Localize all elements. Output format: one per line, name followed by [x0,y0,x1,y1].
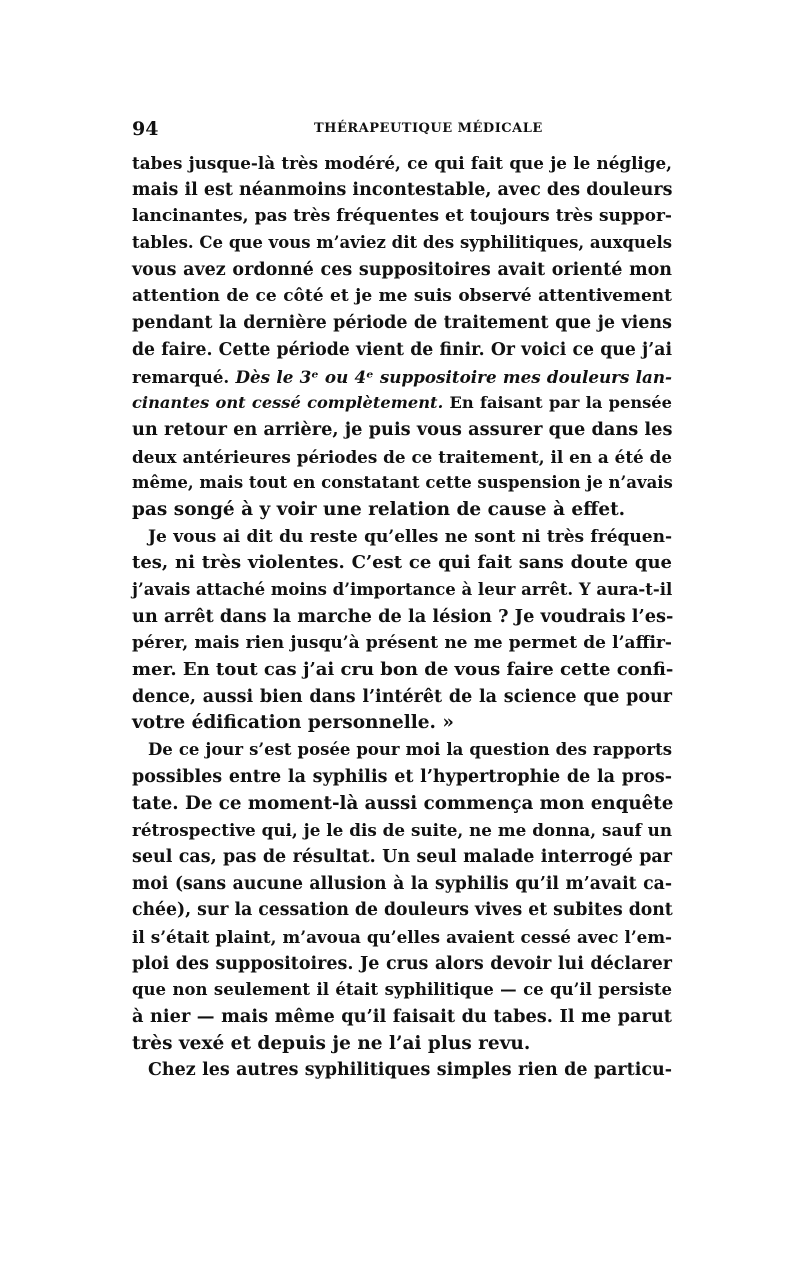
text-line: un retour en arrière, je puis vous assurer que dans les [132,418,673,440]
text-line: que non seulement il était syphilitique — ce qu’il persiste [132,980,672,1000]
text-line: tate. De ce moment-là aussi commença mon enquête [132,792,674,814]
text-line: pérer, mais rien jusqu’à présent ne me permet de l’affir- [132,633,672,654]
text-line: seul cas, pas de résultat. Un seul malade interrogé par [132,846,672,867]
text-line: tabes jusque-là très modéré, ce qui fait que je le néglige, [132,153,672,173]
text-line: j’avais attaché moins d’importance à leur arrêt. Y aura-t-il [132,580,673,599]
text-line: dence, aussi bien dans l’intérêt de la science que pour [132,686,672,707]
text-line: vous avez ordonné ces suppositoires avait orienté mon [132,259,672,280]
text-line: un arrêt dans la marche de la lésion ? Je voudrais l’es- [132,605,674,627]
text-line: tes, ni très violentes. C’est ce qui fait sans doute que [132,552,672,574]
italic-run: Dès le 3ᵉ ou 4ᵉ suppositoire mes douleurs lan- [235,366,672,387]
text-line: pendant la dernière période de traitement que je viens [132,313,672,334]
text-line: Je vous ai dit du reste qu’elles ne sont ni très fréquen- [148,526,672,547]
text-line: à nier — mais même qu’il faisait du tabes. Il me parut [132,1006,672,1027]
text-line: lancinantes, pas très fréquentes et toujours très suppor- [132,206,672,227]
text-line [132,364,672,391]
text-line: deux antérieures périodes de ce traitement, il en a été de [132,446,672,467]
text-line: moi (sans aucune allusion à la syphilis qu’il m’avait ca- [132,873,672,894]
text-line: De ce jour s’est posée pour moi la question des rapports [148,740,672,760]
text-line: rétrospective qui, je le dis de suite, ne me donna, sauf un [132,820,672,841]
text-line: Chez les autres syphilitiques simples rien de particu- [148,1060,672,1081]
text-line: pas songé à y voir une relation de cause à effet. [132,498,626,520]
text-line: possibles entre la syphilis et l’hypertrophie de la pros- [132,766,672,787]
text-line: attention de ce côté et je me suis observé attentivement [132,286,672,307]
text-line [132,390,672,417]
text-line: votre édification personnelle. » [132,712,454,734]
text-run: remarqué. [132,366,236,387]
text-line: tables. Ce que vous m’aviez dit des syphilitiques, auxquels [132,233,672,253]
text-line: même, mais tout en constatant cette suspension je n’avais [132,473,673,493]
text-run: En faisant par la pensée [443,393,672,413]
page-header [132,118,672,142]
running-title: THÉRAPEUTIQUE MÉDICALE [314,121,543,136]
text-line: mer. En tout cas j’ai cru bon de vous faire cette confi- [132,659,674,681]
italic-run: cinantes ont cessé complètement. [132,393,444,413]
text-line: de faire. Cette période vient de finir. Or voici ce que j’ai [132,339,672,360]
page-number: 94 [132,118,159,140]
text-line: il s’était plaint, m’avoua qu’elles avaient cessé avec l’em- [132,926,672,947]
text-line: chée), sur la cessation de douleurs vives et subites dont [132,900,673,921]
text-line: mais il est néanmoins incontestable, avec des douleurs [132,179,673,200]
body-text [132,150,672,1084]
text-line: très vexé et depuis je ne l’ai plus revu. [132,1032,531,1054]
text-line: ploi des suppositoires. Je crus alors devoir lui déclarer [132,953,672,974]
